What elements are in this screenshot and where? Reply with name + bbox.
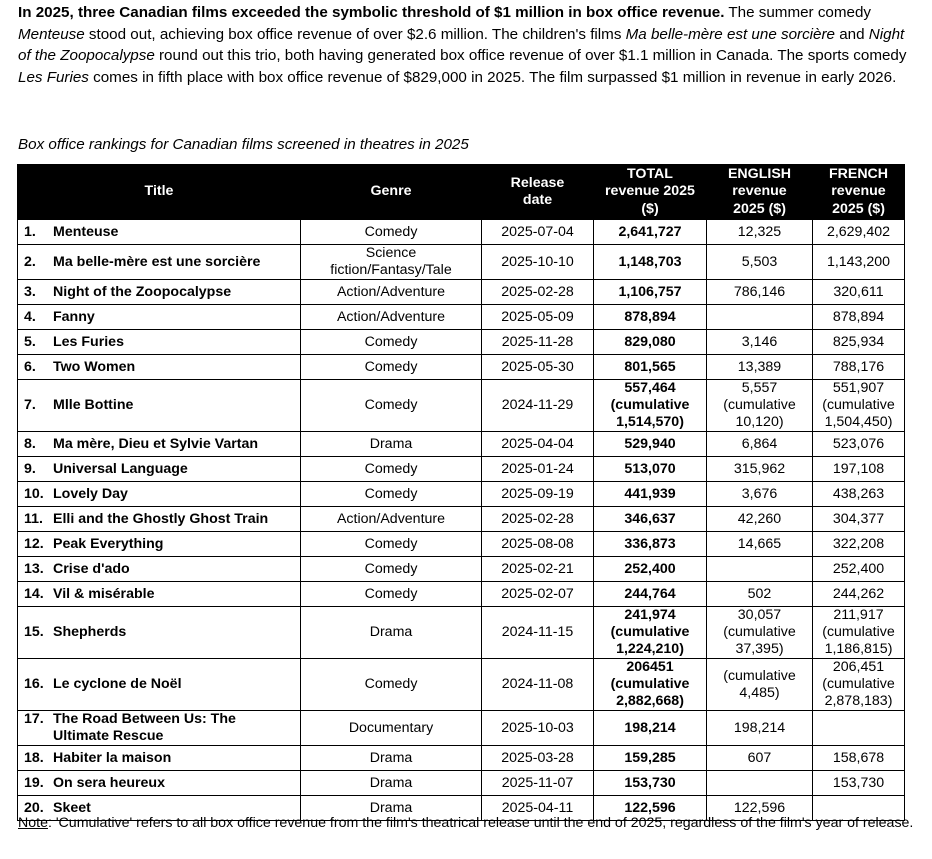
table-row xyxy=(18,432,905,457)
french-revenue-cell: 197,108 xyxy=(813,457,905,482)
film-title-cell: 2. Ma belle-mère est une sorcière xyxy=(18,245,301,280)
english-revenue-cell: 14,665 xyxy=(707,532,813,557)
genre-cell: Comedy xyxy=(301,532,482,557)
genre-cell: Comedy xyxy=(301,380,482,432)
french-revenue-cell: 878,894 xyxy=(813,305,905,330)
total-revenue-cell: 557,464 (cumulative 1,514,570) xyxy=(594,380,707,432)
french-revenue-cell: 211,917 (cumulative 1,186,815) xyxy=(813,607,905,659)
english-revenue-cell: 502 xyxy=(707,582,813,607)
french-revenue-cell: 1,143,200 xyxy=(813,245,905,280)
total-revenue-cell: 206451 (cumulative 2,882,668) xyxy=(594,659,707,711)
french-revenue-cell: 2,629,402 xyxy=(813,220,905,245)
release-date-cell: 2025-01-24 xyxy=(482,457,594,482)
film-title-cell: 10. Lovely Day xyxy=(18,482,301,507)
release-date-cell: 2025-11-07 xyxy=(482,771,594,796)
total-revenue-cell: 346,637 xyxy=(594,507,707,532)
genre-cell: Documentary xyxy=(301,711,482,746)
french-revenue-cell: 523,076 xyxy=(813,432,905,457)
table-row xyxy=(18,746,905,771)
intro-paragraph xyxy=(18,2,918,88)
total-revenue-cell: 2,641,727 xyxy=(594,220,707,245)
english-revenue-cell xyxy=(707,305,813,330)
film-title-cell: 11. Elli and the Ghostly Ghost Train xyxy=(18,507,301,532)
table-header-row xyxy=(18,165,905,220)
french-revenue-cell: 153,730 xyxy=(813,771,905,796)
french-revenue-cell: 320,611 xyxy=(813,280,905,305)
release-date-cell: 2024-11-08 xyxy=(482,659,594,711)
genre-cell: Drama xyxy=(301,796,482,821)
release-date-cell: 2025-03-28 xyxy=(482,746,594,771)
english-revenue-cell: 30,057 (cumulative 37,395) xyxy=(707,607,813,659)
genre-cell: Comedy xyxy=(301,457,482,482)
film-title-italic: Les Furies xyxy=(18,68,89,86)
intro-text: comes in fifth place with box office revenue of $829,000 in 2025. The film surpassed $1 million in revenue in early 2026. xyxy=(88,68,897,86)
french-revenue-cell: 438,263 xyxy=(813,482,905,507)
total-revenue-cell: 1,148,703 xyxy=(594,245,707,280)
release-date-cell: 2025-05-09 xyxy=(482,305,594,330)
release-date-cell: 2024-11-29 xyxy=(482,380,594,432)
table-row xyxy=(18,711,905,746)
total-revenue-cell: 829,080 xyxy=(594,330,707,355)
film-title-cell: 5. Les Furies xyxy=(18,330,301,355)
total-revenue-cell: 198,214 xyxy=(594,711,707,746)
release-date-cell: 2025-02-21 xyxy=(482,557,594,582)
film-title-cell: 17. The Road Between Us: The Ultimate Rescue xyxy=(18,711,301,746)
french-revenue-cell: 206,451 (cumulative 2,878,183) xyxy=(813,659,905,711)
header-total-revenue: TOTAL revenue 2025 ($) xyxy=(594,165,707,220)
release-date-cell: 2025-10-03 xyxy=(482,711,594,746)
genre-cell: Comedy xyxy=(301,355,482,380)
film-title-cell: 8. Ma mère, Dieu et Sylvie Vartan xyxy=(18,432,301,457)
table-row xyxy=(18,507,905,532)
release-date-cell: 2025-04-11 xyxy=(482,796,594,821)
film-title-italic: Ma belle-mère est une sorcière xyxy=(625,25,835,43)
table-row xyxy=(18,771,905,796)
table-footnote xyxy=(18,813,918,834)
total-revenue-cell: 244,764 xyxy=(594,582,707,607)
genre-cell: Comedy xyxy=(301,482,482,507)
film-title-cell: 20. Skeet xyxy=(18,796,301,821)
genre-cell: Action/Adventure xyxy=(301,507,482,532)
genre-cell: Drama xyxy=(301,771,482,796)
genre-cell: Comedy xyxy=(301,557,482,582)
header-title: Title xyxy=(18,165,301,220)
header-english-revenue: ENGLISH revenue 2025 ($) xyxy=(707,165,813,220)
total-revenue-cell: 441,939 xyxy=(594,482,707,507)
total-revenue-cell: 336,873 xyxy=(594,532,707,557)
total-revenue-cell: 252,400 xyxy=(594,557,707,582)
english-revenue-cell: 122,596 xyxy=(707,796,813,821)
genre-cell: Comedy xyxy=(301,330,482,355)
table-caption: Box office rankings for Canadian films screened in theatres in 2025 xyxy=(18,136,469,153)
table-row xyxy=(18,380,905,432)
english-revenue-cell xyxy=(707,557,813,582)
english-revenue-cell xyxy=(707,771,813,796)
genre-cell: Action/Adventure xyxy=(301,280,482,305)
french-revenue-cell: 252,400 xyxy=(813,557,905,582)
film-title-cell: 16. Le cyclone de Noël xyxy=(18,659,301,711)
film-title-cell: 1. Menteuse xyxy=(18,220,301,245)
film-title-cell: 15. Shepherds xyxy=(18,607,301,659)
table-row xyxy=(18,245,905,280)
english-revenue-cell: 5,503 xyxy=(707,245,813,280)
release-date-cell: 2025-02-28 xyxy=(482,280,594,305)
table-row xyxy=(18,582,905,607)
english-revenue-cell: 42,260 xyxy=(707,507,813,532)
release-date-cell: 2025-02-07 xyxy=(482,582,594,607)
total-revenue-cell: 801,565 xyxy=(594,355,707,380)
release-date-cell: 2025-11-28 xyxy=(482,330,594,355)
table-row xyxy=(18,280,905,305)
intro-text: round out this trio, both having generated box office revenue of over $1.1 million in Canada. The sports comedy xyxy=(154,47,907,64)
french-revenue-cell: 825,934 xyxy=(813,330,905,355)
intro-text: stood out, achieving box office revenue of over $2.6 million. The children's films xyxy=(84,25,626,43)
release-date-cell: 2025-09-19 xyxy=(482,482,594,507)
film-title-cell: 19. On sera heureux xyxy=(18,771,301,796)
film-title-cell: 7. Mlle Bottine xyxy=(18,380,301,432)
table-row xyxy=(18,355,905,380)
table-row xyxy=(18,457,905,482)
genre-cell: Science fiction/Fantasy/Tale xyxy=(301,245,482,280)
english-revenue-cell: 13,389 xyxy=(707,355,813,380)
box-office-table xyxy=(17,164,905,821)
table-row xyxy=(18,532,905,557)
french-revenue-cell: 322,208 xyxy=(813,532,905,557)
film-title-italic: Night of the Zoopocalypse xyxy=(18,25,905,64)
table-row xyxy=(18,607,905,659)
english-revenue-cell: 12,325 xyxy=(707,220,813,245)
film-title-italic: Menteuse xyxy=(18,25,85,43)
total-revenue-cell: 122,596 xyxy=(594,796,707,821)
note-text: : 'Cumulative' refers to all box office revenue from the film's theatrical release until the end of 2025, regardless of the film's year of release. xyxy=(47,815,914,831)
note-label: Note xyxy=(18,815,48,831)
total-revenue-cell: 241,974 (cumulative 1,224,210) xyxy=(594,607,707,659)
release-date-cell: 2025-02-28 xyxy=(482,507,594,532)
french-revenue-cell: 788,176 xyxy=(813,355,905,380)
english-revenue-cell: 5,557 (cumulative 10,120) xyxy=(707,380,813,432)
table-row xyxy=(18,305,905,330)
english-revenue-cell: 607 xyxy=(707,746,813,771)
genre-cell: Drama xyxy=(301,432,482,457)
table-row xyxy=(18,482,905,507)
english-revenue-cell: 198,214 xyxy=(707,711,813,746)
french-revenue-cell: 304,377 xyxy=(813,507,905,532)
english-revenue-cell: 786,146 xyxy=(707,280,813,305)
film-title-cell: 18. Habiter la maison xyxy=(18,746,301,771)
genre-cell: Comedy xyxy=(301,659,482,711)
french-revenue-cell: 244,262 xyxy=(813,582,905,607)
genre-cell: Action/Adventure xyxy=(301,305,482,330)
total-revenue-cell: 153,730 xyxy=(594,771,707,796)
genre-cell: Drama xyxy=(301,607,482,659)
film-title-cell: 14. Vil & misérable xyxy=(18,582,301,607)
film-title-cell: 13. Crise d'ado xyxy=(18,557,301,582)
release-date-cell: 2025-05-30 xyxy=(482,355,594,380)
french-revenue-cell: 158,678 xyxy=(813,746,905,771)
film-title-cell: 12. Peak Everything xyxy=(18,532,301,557)
release-date-cell: 2024-11-15 xyxy=(482,607,594,659)
release-date-cell: 2025-04-04 xyxy=(482,432,594,457)
release-date-cell: 2025-10-10 xyxy=(482,245,594,280)
english-revenue-cell: (cumulative 4,485) xyxy=(707,659,813,711)
total-revenue-cell: 878,894 xyxy=(594,305,707,330)
table-row xyxy=(18,659,905,711)
film-title-cell: 3. Night of the Zoopocalypse xyxy=(18,280,301,305)
english-revenue-cell: 3,676 xyxy=(707,482,813,507)
french-revenue-cell: 551,907 (cumulative 1,504,450) xyxy=(813,380,905,432)
header-genre: Genre xyxy=(301,165,482,220)
english-revenue-cell: 6,864 xyxy=(707,432,813,457)
table-row xyxy=(18,330,905,355)
header-release-date: Release date xyxy=(482,165,594,220)
film-title-cell: 6. Two Women xyxy=(18,355,301,380)
total-revenue-cell: 529,940 xyxy=(594,432,707,457)
genre-cell: Drama xyxy=(301,746,482,771)
english-revenue-cell: 315,962 xyxy=(707,457,813,482)
total-revenue-cell: 1,106,757 xyxy=(594,280,707,305)
release-date-cell: 2025-07-04 xyxy=(482,220,594,245)
table-row xyxy=(18,220,905,245)
film-title-cell: 4. Fanny xyxy=(18,305,301,330)
intro-bold-lead: In 2025, three Canadian films exceeded the symbolic threshold of $1 million in box office revenue. xyxy=(18,4,725,21)
intro-text: The summer comedy xyxy=(724,4,872,21)
header-french-revenue: FRENCH revenue 2025 ($) xyxy=(813,165,905,220)
film-title-cell: 9. Universal Language xyxy=(18,457,301,482)
english-revenue-cell: 3,146 xyxy=(707,330,813,355)
table-row xyxy=(18,557,905,582)
genre-cell: Comedy xyxy=(301,582,482,607)
french-revenue-cell xyxy=(813,711,905,746)
genre-cell: Comedy xyxy=(301,220,482,245)
intro-text: and xyxy=(835,25,869,43)
total-revenue-cell: 159,285 xyxy=(594,746,707,771)
total-revenue-cell: 513,070 xyxy=(594,457,707,482)
release-date-cell: 2025-08-08 xyxy=(482,532,594,557)
